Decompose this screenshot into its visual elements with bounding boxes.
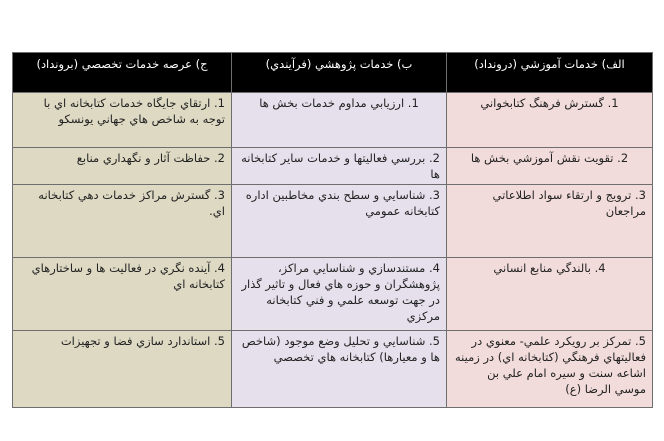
services-table <box>12 52 653 408</box>
table-cell: 1. گسترش فرهنگ كتابخواني <box>447 93 653 148</box>
table-cell: 5. استاندارد سازي فضا و تجهيزات <box>13 331 232 408</box>
table-cell: 4. مستندسازي و شناسايي مراكز، پژوهشگران و حوزه هاي فعال و تاثير گذار در جهت توسعه علمي و فني كتابخانه مركزي <box>232 258 447 331</box>
table-cell: 1. ارتقاي جايگاه خدمات كتابخانه اي با توجه به شاخص هاي جهاني يونسكو <box>13 93 232 148</box>
table-row <box>13 148 653 185</box>
table-row <box>13 258 653 331</box>
table-cell: 3. گسترش مراكز خدمات دهي كتابخانه اي. <box>13 185 232 258</box>
table-cell: 2. حفاظت آثار و نگهداري منابع <box>13 148 232 185</box>
header-research-services: ب) خدمات پژوهشي (فرآيندي) <box>232 53 447 93</box>
header-educational-services: الف) خدمات آموزشي (درونداد) <box>447 53 653 93</box>
table-row <box>13 185 653 258</box>
table-cell: 3. شناسايي و سطح بندي مخاطبين اداره كتابخانه عمومي <box>232 185 447 258</box>
header-specialized-services: ج) عرصه خدمات تخصصي (برونداد) <box>13 53 232 93</box>
table-cell: 3. ترويج و ارتقاء سواد اطلاعاتي مراجعان <box>447 185 653 258</box>
table-row <box>13 331 653 408</box>
table-row <box>13 93 653 148</box>
table-cell: 5. شناسايي و تحليل وضع موجود (شاخص ها و معيارها) كتابخانه هاي تخصصي <box>232 331 447 408</box>
table-header-row <box>13 53 653 93</box>
table-cell: 2. بررسي فعاليتها و خدمات ساير كتابخانه ها <box>232 148 447 185</box>
table-cell: 1. ارزيابي مداوم خدمات بخش ها <box>232 93 447 148</box>
table-cell: 5. تمركز بر رويكرد علمي- معنوي در فعاليتهاي فرهنگي (كتابخانه اي) در زمينه اشاعه سنت و سيره امام علي بن موسي الرضا (ع) <box>447 331 653 408</box>
table-cell: 2. تقويت نقش آموزشي بخش ها <box>447 148 653 185</box>
table-cell: 4. آينده نگري در فعاليت ها و ساختارهاي كتابخانه اي <box>13 258 232 331</box>
table-cell: 4. بالندگي منابع انساني <box>447 258 653 331</box>
